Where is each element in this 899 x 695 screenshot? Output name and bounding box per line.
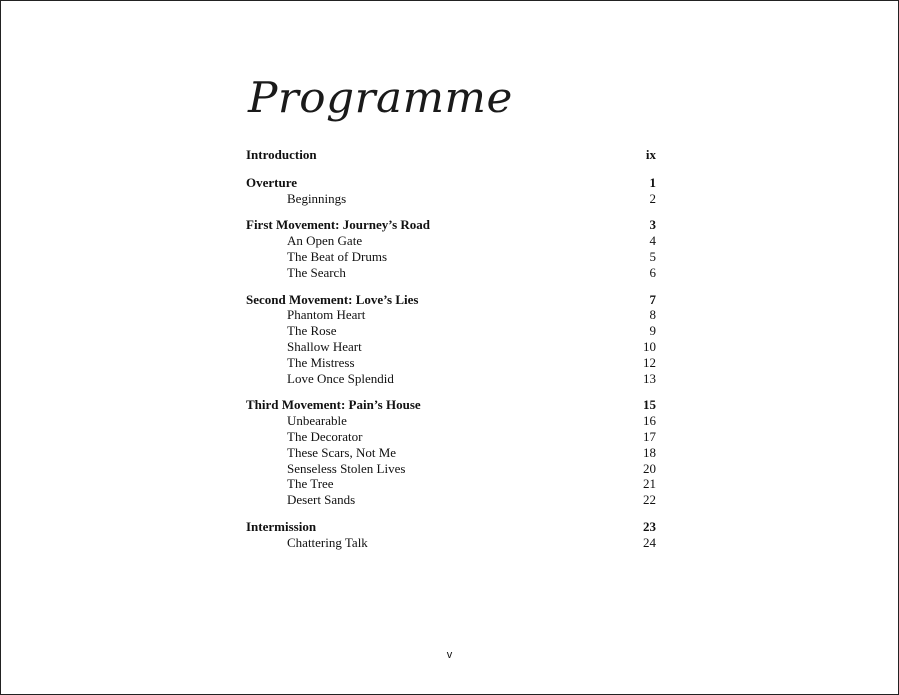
- toc-entry-label: First Movement: Journey’s Road: [246, 217, 431, 233]
- toc-entry-label: Desert Sands: [287, 492, 356, 508]
- toc-entry: [246, 371, 656, 387]
- toc-entry-label: Senseless Stolen Lives: [287, 460, 406, 476]
- toc-entry-page: 1: [649, 174, 656, 190]
- toc-entry-label: The Search: [287, 264, 346, 280]
- toc-entry: [246, 461, 656, 477]
- toc-entry: [246, 307, 656, 323]
- toc-section-heading: [246, 292, 656, 308]
- toc-entry-label: Unbearable: [287, 413, 347, 429]
- toc-entry-label: The Tree: [287, 476, 334, 492]
- toc-entry-page: 12: [643, 354, 656, 370]
- toc-entry: [246, 339, 656, 355]
- toc-entry: [246, 429, 656, 445]
- toc-section-overture: [246, 175, 656, 207]
- toc-entry-page: 18: [643, 444, 656, 460]
- toc-entry: [246, 413, 656, 429]
- toc-entry: [246, 492, 656, 508]
- toc-entry-label: Chattering Talk: [287, 534, 368, 550]
- toc-entry-page: 10: [643, 338, 656, 354]
- toc-entry-label: Phantom Heart: [287, 307, 366, 323]
- toc-entry-label: An Open Gate: [287, 233, 363, 249]
- toc-entry: [246, 191, 656, 207]
- toc-entry-page: 7: [649, 291, 656, 307]
- toc-entry-label: These Scars, Not Me: [287, 444, 397, 460]
- toc-entry-page: 9: [649, 323, 656, 339]
- toc-entry: [246, 265, 656, 281]
- toc-entry-page: 3: [649, 217, 656, 233]
- toc-entry-page: 13: [643, 370, 656, 386]
- toc-entry-introduction: [246, 147, 656, 163]
- toc-section-third-movement: [246, 397, 656, 508]
- toc-entry: [246, 233, 656, 249]
- toc-section-intermission: [246, 519, 656, 551]
- toc-section-heading: [246, 519, 656, 535]
- toc-entry: [246, 355, 656, 371]
- toc-entry-page: 4: [649, 233, 656, 249]
- toc-entry-label: Love Once Splendid: [287, 370, 394, 386]
- toc-entry-label: Beginnings: [287, 190, 347, 206]
- toc-entry-label: Intermission: [246, 518, 317, 534]
- page-number: v: [446, 649, 453, 661]
- toc-entry-label: Overture: [246, 174, 298, 190]
- toc-entry-page: 5: [649, 248, 656, 264]
- toc-entry: [246, 249, 656, 265]
- toc-entry-page: 16: [643, 413, 656, 429]
- toc-entry-page: 22: [643, 492, 656, 508]
- toc-entry-label: The Mistress: [287, 354, 355, 370]
- toc-entry-label: Second Movement: Love’s Lies: [246, 291, 419, 307]
- toc-entry-page: 20: [643, 460, 656, 476]
- table-of-contents: [246, 147, 656, 562]
- toc-entry-page: 8: [649, 307, 656, 323]
- toc-entry-page: 15: [643, 397, 656, 413]
- toc-section-heading: [246, 397, 656, 413]
- toc-entry-page: 24: [643, 534, 656, 550]
- toc-entry-page: 2: [649, 190, 656, 206]
- toc-entry-page: ix: [645, 147, 656, 162]
- toc-section-second-movement: [246, 292, 656, 387]
- toc-entry: [246, 323, 656, 339]
- toc-entry-label: Third Movement: Pain’s House: [246, 397, 421, 413]
- toc-entry-page: 21: [643, 476, 656, 492]
- toc-entry: [246, 535, 656, 551]
- page-title: Programme: [248, 73, 513, 122]
- toc-section-heading: [246, 175, 656, 191]
- toc-entry-label: The Beat of Drums: [287, 248, 388, 264]
- toc-entry: [246, 476, 656, 492]
- toc-entry: [246, 445, 656, 461]
- toc-entry-label: The Decorator: [287, 428, 363, 444]
- toc-entry-label: Shallow Heart: [287, 338, 362, 354]
- toc-entry-label: The Rose: [287, 323, 337, 339]
- toc-entry-label: Introduction: [246, 147, 317, 162]
- toc-entry-page: 23: [643, 518, 656, 534]
- toc-section-heading: [246, 217, 656, 233]
- toc-section-introduction: [246, 147, 656, 163]
- toc-entry-page: 6: [649, 264, 656, 280]
- toc-entry-page: 17: [643, 428, 656, 444]
- toc-section-first-movement: [246, 217, 656, 280]
